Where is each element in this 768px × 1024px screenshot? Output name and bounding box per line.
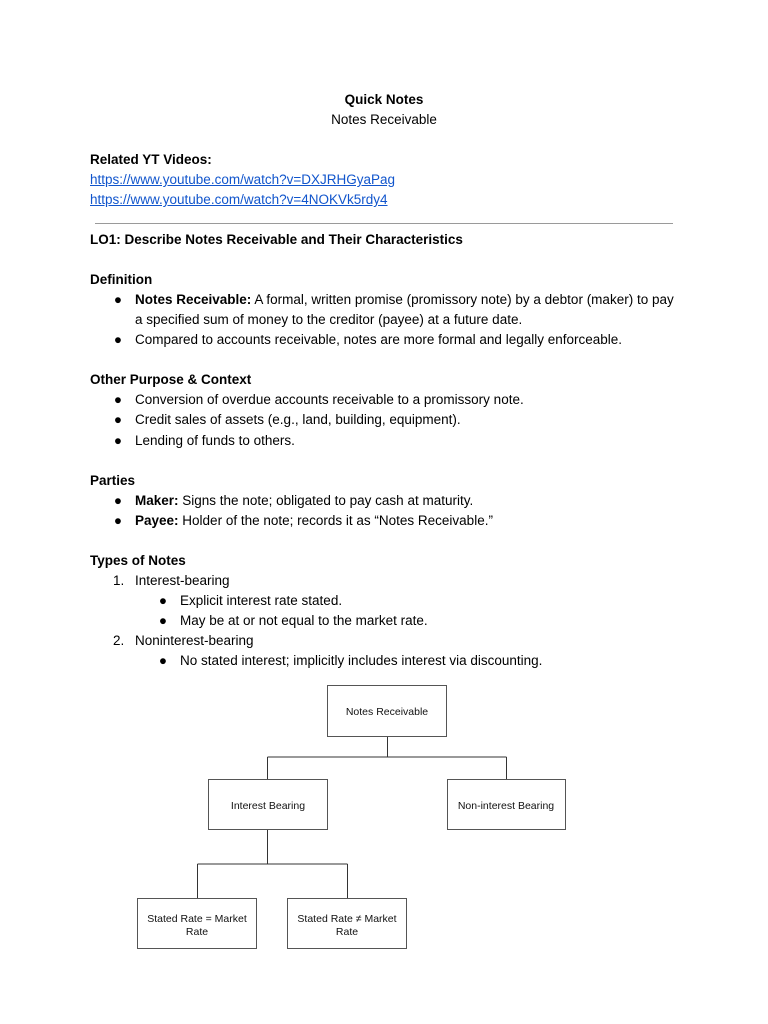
definition-heading: Definition [90,272,153,287]
bullet-icon: ● [113,332,123,347]
list-number: 2. [113,633,125,648]
bullet-icon: ● [113,493,123,508]
term-payee: Payee: [135,513,179,528]
diagram-leaf1-label-line1: Stated Rate = Market [147,913,247,925]
purpose-item-2: Credit sales of assets (e.g., land, building, equipment). [135,412,461,427]
purpose-item-1: Conversion of overdue accounts receivable to a promissory note. [135,392,524,407]
lo1-heading: LO1: Describe Notes Receivable and Their Characteristics [90,232,463,247]
bullet-icon: ● [113,412,123,427]
definition-text: A formal, written promise (promissory note) by a debtor (maker) to pay [251,292,674,307]
diagram-root-label: Notes Receivable [345,706,429,718]
definition-item-2: Compared to accounts receivable, notes are more formal and legally enforceable. [135,332,623,347]
type-2-detail-1: No stated interest; implicitly includes interest via discounting. [180,653,543,668]
diagram-leaf2-label-line2: Rate [335,926,359,938]
bullet-icon: ● [113,392,123,407]
bullet-icon: ● [158,613,168,628]
bullet-icon: ● [113,292,123,307]
bullet-icon: ● [158,593,168,608]
doc-title: Quick Notes [344,92,424,107]
term-notes-receivable: Notes Receivable: [135,292,252,307]
diagram-right-label: Non-interest Bearing [457,800,555,812]
purpose-item-3: Lending of funds to others. [135,433,295,448]
definition-item-1-continued: a specified sum of money to the creditor (payee) at a future date. [135,312,523,327]
term-maker: Maker: [135,493,179,508]
doc-subtitle: Notes Receivable [331,112,437,127]
video-link-2[interactable]: https://www.youtube.com/watch?v=4NOKVk5rdy4 [90,192,388,207]
diagram-left-label: Interest Bearing [230,800,306,812]
purpose-heading: Other Purpose & Context [90,372,252,387]
type-1-detail-1: Explicit interest rate stated. [180,593,343,608]
type-1-detail-2: May be at or not equal to the market rate. [180,613,428,628]
types-heading: Types of Notes [90,553,186,568]
related-videos-heading: Related YT Videos: [90,152,212,167]
diagram-leaf1-label-line2: Rate [185,926,209,938]
bullet-icon: ● [113,433,123,448]
maker-description: Signs the note; obligated to pay cash at maturity. [178,493,474,508]
bullet-icon: ● [158,653,168,668]
list-number: 1. [113,573,125,588]
video-link-1[interactable]: https://www.youtube.com/watch?v=DXJRHGyaPag [90,172,396,187]
parties-heading: Parties [90,473,136,488]
diagram-leaf2-label-line1: Stated Rate ≠ Market [297,913,397,925]
bullet-icon: ● [113,513,123,528]
type-interest-bearing: Interest-bearing [135,573,230,588]
type-noninterest-bearing: Noninterest-bearing [135,633,254,648]
payee-description: Holder of the note; records it as “Notes Receivable.” [178,513,493,528]
